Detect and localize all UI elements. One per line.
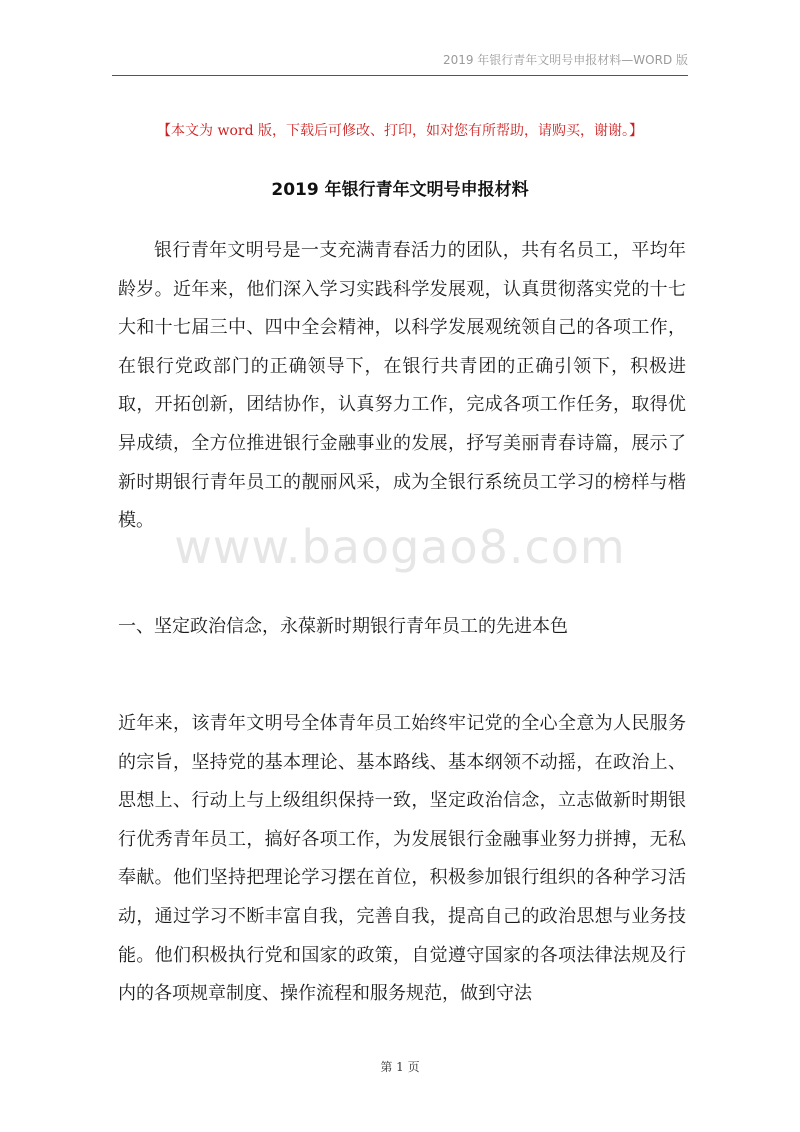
intro-paragraph: 银行青年文明号是一支充满青春活力的团队，共有名员工，平均年龄岁。近年来，他们深入学习实践科学发展观，认真贯彻落实党的十七大和十七届三中、四中全会精神，以科学发展观统领自己的各项工作，在银行党政部门的正确领导下，在银行共青团的正确引领下，积极进取，开拓创新，团结协作，认真努力工作，完成各项工作任务，取得优异成绩，全方位推进银行金融事业的发展，抒写美丽青春诗篇，展示了新时期银行青年员工的靓丽风采，成为全银行系统员工学习的榜样与楷模。 [118,240,686,532]
document-title: 2019 年银行青年文明号申报材料 [271,180,529,200]
body-paragraph: 近年来，该青年文明号全体青年员工始终牢记党的全心全意为人民服务的宗旨，坚持党的基本理论、基本路线、基本纲领不动摇，在政治上、思想上、行动上与上级组织保持一致，坚定政治信念，立志做新时期银行优秀青年员工，搞好各项工作，为发展银行金融事业努力拼搏，无私奉献。他们坚持把理论学习摆在首位，积极参加银行组织的各种学习活动，通过学习不断丰富自我，完善自我，提高自己的政治思想与业务技能。他们积极执行党和国家的政策，自觉遵守国家的各项法律法规及行内的各项规章制度、操作流程和服务规范，做到守法 [118,713,686,1005]
watermark: www.baogao8.com [174,520,626,574]
section-heading: 一、坚定政治信念，永葆新时期银行青年员工的先进本色 [118,616,568,637]
page-header [112,51,688,76]
download-notice: 【本文为 word 版，下载后可修改、打印，如对您有所帮助，请购买，谢谢。】 [157,123,643,139]
page-number: 第 1 页 [380,1060,420,1074]
header-text: 2019 年银行青年文明号申报材料—WORD 版 [442,53,688,67]
